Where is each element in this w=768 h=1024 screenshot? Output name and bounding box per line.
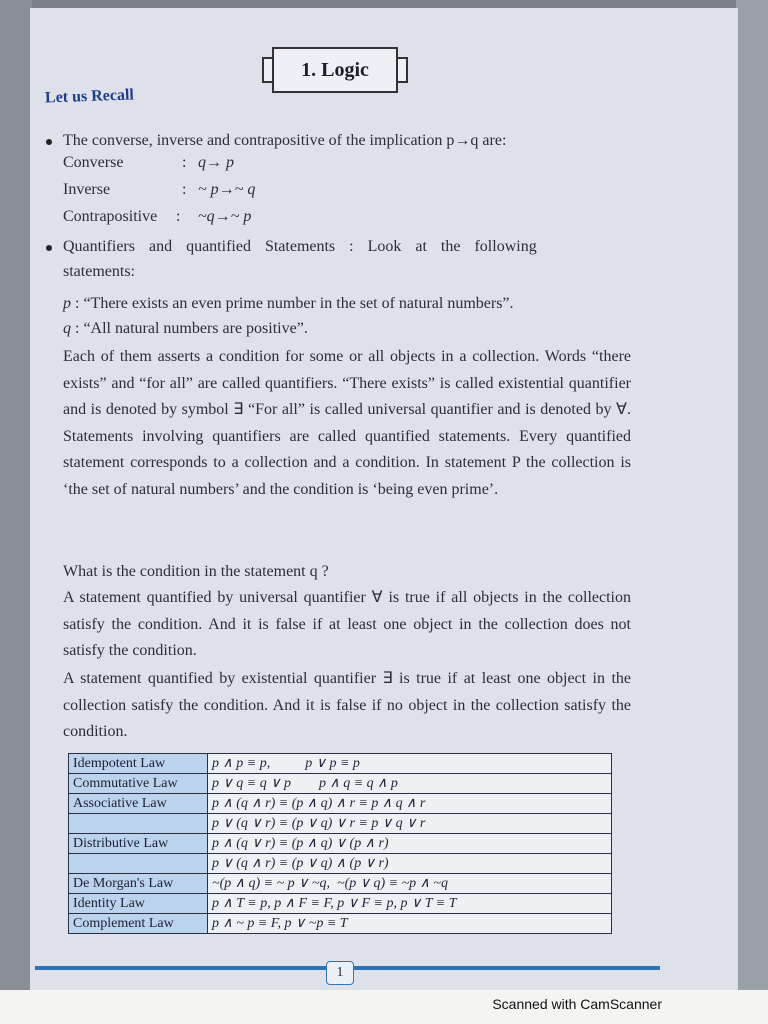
photo-background-left bbox=[0, 0, 32, 990]
law-formula: p ∨ (q ∨ r) ≡ (p ∨ q) ∨ r ≡ p ∨ q ∨ r bbox=[208, 814, 612, 834]
law-name bbox=[69, 854, 208, 874]
paragraph-quantifiers: Each of them asserts a condition for some or all objects in a collection. Words “there exists” and “for all” are called quantifiers. “There exists” is called existential quantifier and is denoted by symbol ∃ “For all” is called universal quantifier and is denoted by ∀. Statements involving quantifiers are called quantified statements. Every quantified statement corresponds to a collection and a condition. In statement P the collection is ‘the set of natural numbers’ and the condition is ‘being even prime’. bbox=[63, 348, 631, 498]
statement-p-text: : “There exists an even prime number in the set of natural numbers”. bbox=[75, 295, 514, 312]
statement-q-text: : “All natural numbers are positive”. bbox=[75, 320, 308, 337]
law-name: Idempotent Law bbox=[69, 754, 208, 774]
converse-sep: : bbox=[182, 154, 187, 171]
law-formula: p ∨ q ≡ q ∨ p p ∧ q ≡ q ∧ p bbox=[208, 774, 612, 794]
law-row bbox=[69, 894, 612, 914]
law-formula: p ∧ (q ∧ r) ≡ (p ∧ q) ∧ r ≡ p ∧ q ∧ r bbox=[208, 794, 612, 814]
paragraph-universal: A statement quantified by universal quantifier ∀ is true if all objects in the collection satisfy the condition. And it is false if at least one object in the collection does not satisfy the condition. bbox=[63, 589, 631, 659]
law-row bbox=[69, 874, 612, 894]
bullet2-line1: Quantifiers and quantified Statements : Look at the following bbox=[63, 238, 537, 255]
question-condition: What is the condition in the statement q ? bbox=[63, 563, 329, 580]
law-row bbox=[69, 834, 612, 854]
law-row bbox=[69, 854, 612, 874]
statement-p-label: p bbox=[63, 295, 71, 312]
law-row bbox=[69, 794, 612, 814]
inverse-formula: ~ p→~ q bbox=[198, 181, 256, 198]
law-row bbox=[69, 914, 612, 934]
converse-formula: q→ p bbox=[198, 154, 234, 171]
law-formula: p ∧ (q ∨ r) ≡ (p ∧ q) ∨ (p ∧ r) bbox=[208, 834, 612, 854]
law-row bbox=[69, 814, 612, 834]
converse-label: Converse bbox=[63, 154, 124, 171]
law-name: Distributive Law bbox=[69, 834, 208, 854]
law-formula: p ∧ ~ p ≡ F, p ∨ ~p ≡ T bbox=[208, 914, 612, 934]
law-name: Associative Law bbox=[69, 794, 208, 814]
bullet-icon bbox=[46, 139, 52, 145]
paragraph-existential: A statement quantified by existential quantifier ∃ is true if at least one object in the collection satisfy the condition. And it is false if no object in the collection satisfy the condition. bbox=[63, 670, 631, 740]
chapter-title: 1. Logic bbox=[272, 47, 398, 93]
law-name: Identity Law bbox=[69, 894, 208, 914]
law-name: Commutative Law bbox=[69, 774, 208, 794]
law-row bbox=[69, 754, 612, 774]
bullet1-text: The converse, inverse and contrapositive of the implication p→q are: bbox=[63, 132, 507, 149]
inverse-label: Inverse bbox=[63, 181, 111, 198]
contrapositive-label: Contrapositive bbox=[63, 208, 158, 225]
bullet2-line2: statements: bbox=[63, 263, 135, 280]
law-name: De Morgan's Law bbox=[69, 874, 208, 894]
bullet-icon bbox=[46, 245, 52, 251]
law-formula: p ∨ (q ∧ r) ≡ (p ∨ q) ∧ (p ∨ r) bbox=[208, 854, 612, 874]
law-row bbox=[69, 774, 612, 794]
statement-q-label: q bbox=[63, 320, 71, 337]
page-number: 1 bbox=[326, 961, 354, 985]
photo-background-right bbox=[736, 0, 768, 990]
logic-laws-table bbox=[68, 753, 612, 934]
contrapositive-sep: : bbox=[176, 208, 181, 225]
law-formula: p ∧ T ≡ p, p ∧ F ≡ F, p ∨ F ≡ p, p ∨ T ≡ T bbox=[208, 894, 612, 914]
recall-heading: Let us Recall bbox=[44, 86, 135, 107]
law-formula: p ∧ p ≡ p, p ∨ p ≡ p bbox=[208, 754, 612, 774]
law-name bbox=[69, 814, 208, 834]
law-name: Complement Law bbox=[69, 914, 208, 934]
inverse-sep: : bbox=[182, 181, 187, 198]
scanner-watermark: Scanned with CamScanner bbox=[492, 996, 662, 1012]
contrapositive-formula: ~q→~ p bbox=[198, 208, 252, 225]
law-formula: ~(p ∧ q) ≡ ~ p ∨ ~q, ~(p ∨ q) ≡ ~p ∧ ~q bbox=[208, 874, 612, 894]
